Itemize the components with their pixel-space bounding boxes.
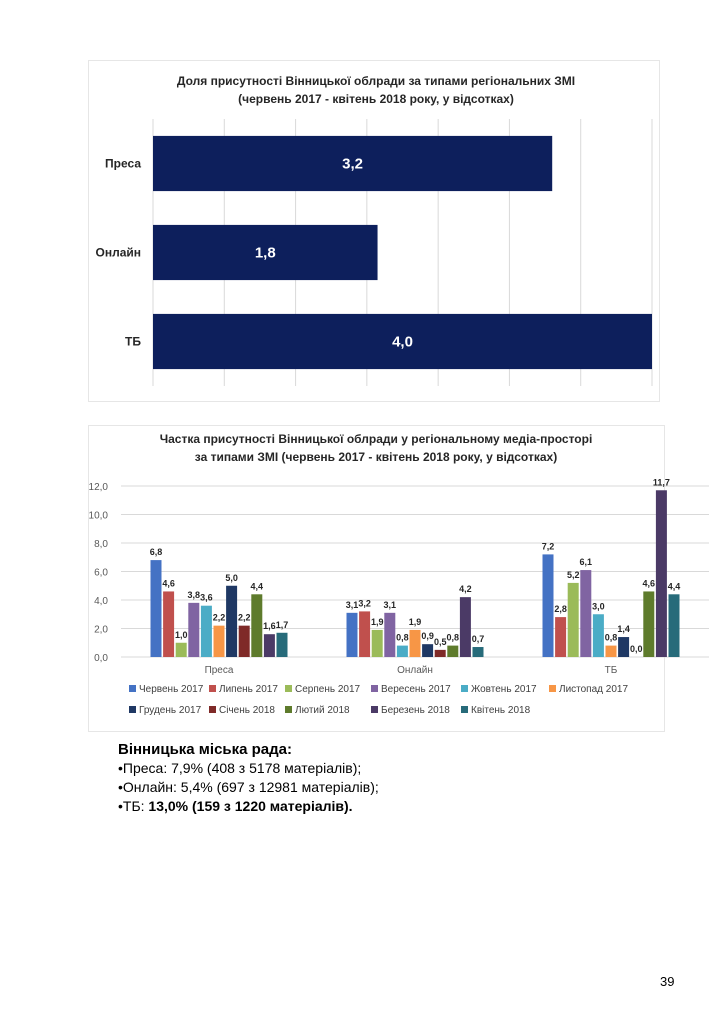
chart2-y-tick: 10,0 [88, 510, 108, 522]
chart2-legend-swatch [209, 706, 216, 713]
chart2-y-tick: 12,0 [88, 482, 108, 493]
chart2-data-label: 1,4 [617, 624, 630, 635]
chart2-bar [643, 591, 654, 657]
chart2-y-tick: 8,0 [94, 539, 108, 550]
chart2-title: Частка присутності Вінницької облради у регіональному медіа-просторі [159, 432, 593, 446]
chart2-legend-swatch [129, 685, 136, 692]
chart2-data-label: 4,4 [667, 581, 681, 592]
chart2-bar [555, 617, 566, 657]
chart2-legend-label: Липень 2017 [219, 684, 278, 695]
chart2-bar [593, 614, 604, 657]
chart2-data-label: 1,0 [174, 629, 188, 640]
chart2-legend-swatch [371, 706, 378, 713]
chart2-data-label: 5,0 [225, 572, 238, 583]
summary-line-tv-value: 13,0% (159 з 1220 матеріалів). [148, 798, 353, 814]
city-council-summary [118, 740, 678, 816]
chart2-data-label: 1,9 [370, 616, 384, 627]
chart2-data-label: 2,2 [237, 612, 251, 623]
chart2-bar [606, 646, 617, 657]
chart2-bar [410, 630, 421, 657]
chart2-bar [435, 650, 446, 657]
chart2-data-label: 7,2 [541, 541, 555, 552]
chart2-bar [669, 594, 680, 657]
chart2-legend-swatch [461, 685, 468, 692]
summary-line-tv-prefix: •ТБ: [118, 798, 149, 814]
chart1-category-label: Онлайн [95, 245, 141, 260]
chart2-data-label: 4,6 [162, 578, 175, 589]
chart2-legend-swatch [461, 706, 468, 713]
chart2-data-label: 0,5 [433, 636, 447, 647]
chart2-bar [372, 630, 383, 657]
chart2-bar [226, 586, 237, 657]
chart2-bar [568, 583, 579, 657]
chart2-data-label: 3,6 [200, 592, 213, 603]
chart2-bar [618, 637, 629, 657]
chart2-data-label: 1,9 [408, 616, 422, 627]
chart2-bar [251, 594, 262, 657]
chart2-data-label: 3,1 [383, 599, 397, 610]
chart2-bar [543, 554, 554, 657]
chart2-y-tick: 0,0 [94, 653, 108, 664]
chart2-data-label: 0,9 [421, 631, 434, 642]
chart2-data-label: 2,2 [212, 612, 226, 623]
chart2-bar [151, 560, 162, 657]
chart2-legend-label: Листопад 2017 [559, 684, 629, 695]
chart2-legend-label: Червень 2017 [139, 684, 204, 695]
chart2-legend-label: Березень 2018 [381, 705, 450, 716]
chart2-legend-swatch [209, 685, 216, 692]
chart1-subtitle: (червень 2017 - квітень 2018 року, у відсотках) [238, 92, 514, 106]
chart2-data-label: 6,1 [579, 557, 593, 568]
chart2-data-label: 4,4 [250, 581, 264, 592]
summary-line-tv [118, 797, 678, 816]
chart2-data-label: 3,0 [592, 601, 605, 612]
chart2-data-label: 2,8 [554, 604, 567, 615]
chart2-data-label: 0,8 [446, 632, 460, 643]
chart2-bar [473, 647, 484, 657]
chart2-legend-swatch [285, 685, 292, 692]
chart2-legend-label: Квітень 2018 [471, 705, 531, 716]
chart2-legend-label: Січень 2018 [219, 705, 275, 716]
chart2-data-label: 0,8 [396, 632, 409, 643]
chart2-bar [422, 644, 433, 657]
chart2-category-label: Преса [204, 665, 234, 676]
chart-share-by-media-type [88, 60, 660, 402]
chart2-svg [88, 426, 681, 731]
chart2-bar [163, 591, 174, 657]
chart1-data-label: 4,0 [392, 333, 413, 351]
chart2-category-label: Онлайн [397, 665, 433, 676]
summary-line-online: •Онлайн: 5,4% (697 з 12981 матеріалів); [118, 779, 379, 795]
chart2-data-label: 4,2 [459, 584, 472, 595]
chart2-data-label: 1,6 [263, 621, 276, 632]
chart2-y-tick: 6,0 [94, 567, 108, 579]
chart2-category-label: ТБ [604, 665, 618, 676]
summary-line-press: •Преса: 7,9% (408 з 5178 матеріалів); [118, 760, 362, 776]
chart2-data-label: 5,2 [566, 569, 580, 580]
chart2-bar [176, 643, 187, 657]
chart2-bar [656, 490, 667, 657]
chart2-bar [214, 626, 225, 657]
chart-share-by-month [88, 425, 681, 732]
chart1-category-label: ТБ [125, 334, 141, 349]
chart2-bar [347, 613, 358, 657]
chart1-svg [89, 61, 659, 401]
chart2-data-label: 3,2 [358, 598, 371, 609]
chart2-legend-swatch [285, 706, 292, 713]
chart2-data-label: 0,0 [629, 644, 643, 654]
chart2-bar [580, 570, 591, 657]
chart2-legend-swatch [129, 706, 136, 713]
chart2-data-label: 3,8 [187, 589, 201, 600]
chart2-bar [277, 633, 288, 657]
chart2-y-tick: 4,0 [94, 596, 108, 607]
chart1-data-label: 3,2 [342, 155, 364, 173]
chart1-title: Доля присутності Вінницької облради за типами регіональних ЗМІ [176, 74, 576, 88]
chart2-legend-label: Вересень 2017 [381, 684, 451, 695]
summary-heading: Вінницька міська рада: [118, 741, 293, 758]
chart2-bar [460, 597, 471, 657]
chart2-data-label: 11,7 [652, 477, 670, 488]
chart2-legend-label: Грудень 2017 [139, 705, 202, 716]
chart2-data-label: 1,7 [275, 619, 289, 630]
page-number: 39 [660, 974, 675, 989]
chart2-legend-label: Жовтень 2017 [471, 684, 537, 695]
chart2-bar [239, 626, 250, 657]
chart1-category-label: Преса [105, 156, 141, 171]
chart2-legend-swatch [371, 685, 378, 692]
chart2-legend-label: Лютий 2018 [295, 705, 350, 716]
chart2-data-label: 6,8 [149, 547, 163, 558]
chart2-y-tick: 2,0 [94, 624, 108, 636]
chart2-data-label: 4,6 [642, 578, 656, 589]
chart2-bar [359, 611, 370, 657]
chart2-subtitle: за типами ЗМІ (червень 2017 - квітень 2018 року, у відсотках) [194, 450, 558, 464]
chart2-bar [384, 613, 395, 657]
chart2-bar [264, 634, 275, 657]
chart2-bar [201, 606, 212, 657]
chart2-data-label: 0,8 [604, 632, 618, 643]
chart2-bar [397, 646, 408, 657]
chart2-legend-label: Серпень 2017 [295, 684, 361, 695]
chart2-data-label: 3,1 [345, 599, 359, 610]
chart2-data-label: 0,7 [471, 634, 485, 645]
chart1-data-label: 1,8 [254, 244, 276, 262]
chart2-legend-swatch [549, 685, 556, 692]
chart2-bar [447, 646, 458, 657]
chart2-bar [188, 603, 199, 657]
